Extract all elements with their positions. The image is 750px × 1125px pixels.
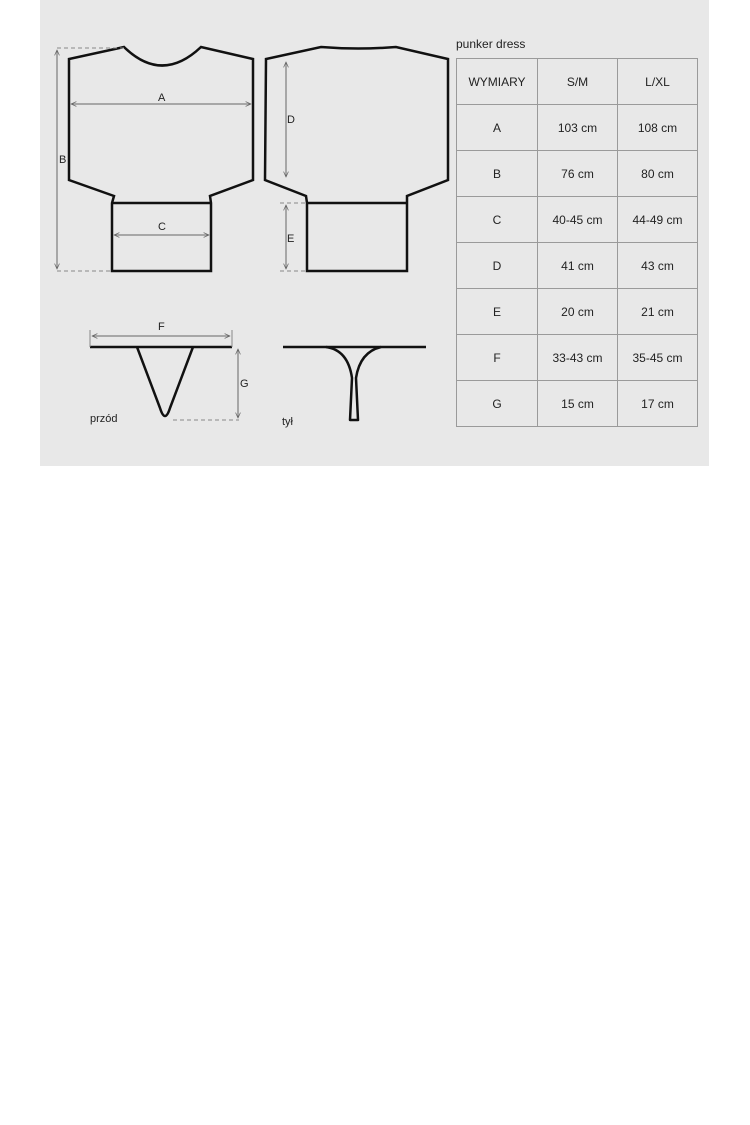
label-back: tył: [282, 416, 293, 428]
table-row: [457, 151, 698, 197]
header-size-lxl: L/XL: [618, 59, 698, 105]
value-sm: 103 cm: [538, 105, 618, 151]
value-lxl: 108 cm: [618, 105, 698, 151]
table-row: [457, 105, 698, 151]
thong-front-outline: [137, 347, 193, 416]
value-lxl: 43 cm: [618, 243, 698, 289]
label-f: F: [158, 321, 165, 333]
measurement-name: D: [457, 243, 538, 289]
label-d: D: [287, 114, 295, 126]
product-title: punker dress: [456, 37, 526, 51]
label-g: G: [240, 378, 249, 390]
value-lxl: 17 cm: [618, 381, 698, 427]
label-b: B: [59, 154, 67, 166]
table-row: [457, 381, 698, 427]
measurement-name: E: [457, 289, 538, 335]
dress-front-outline: [69, 47, 253, 271]
value-sm: 15 cm: [538, 381, 618, 427]
measurement-name: A: [457, 105, 538, 151]
table-row: [457, 197, 698, 243]
thong-back-outline: [326, 347, 381, 420]
label-front: przód: [90, 413, 118, 425]
label-c: C: [158, 221, 166, 233]
value-sm: 76 cm: [538, 151, 618, 197]
size-table-header-row: [457, 59, 698, 105]
value-lxl: 21 cm: [618, 289, 698, 335]
measurement-name: G: [457, 381, 538, 427]
value-sm: 40-45 cm: [538, 197, 618, 243]
value-lxl: 35-45 cm: [618, 335, 698, 381]
measurement-name: F: [457, 335, 538, 381]
label-a: A: [158, 92, 166, 104]
size-chart-panel: [40, 0, 709, 466]
table-row: [457, 335, 698, 381]
header-measurements: WYMIARY: [457, 59, 538, 105]
table-row: [457, 243, 698, 289]
value-sm: 41 cm: [538, 243, 618, 289]
size-table: [456, 58, 698, 427]
value-sm: 20 cm: [538, 289, 618, 335]
header-size-sm: S/M: [538, 59, 618, 105]
measurement-name: B: [457, 151, 538, 197]
label-e: E: [287, 233, 295, 245]
value-lxl: 44-49 cm: [618, 197, 698, 243]
table-row: [457, 289, 698, 335]
value-sm: 33-43 cm: [538, 335, 618, 381]
measurement-name: C: [457, 197, 538, 243]
value-lxl: 80 cm: [618, 151, 698, 197]
